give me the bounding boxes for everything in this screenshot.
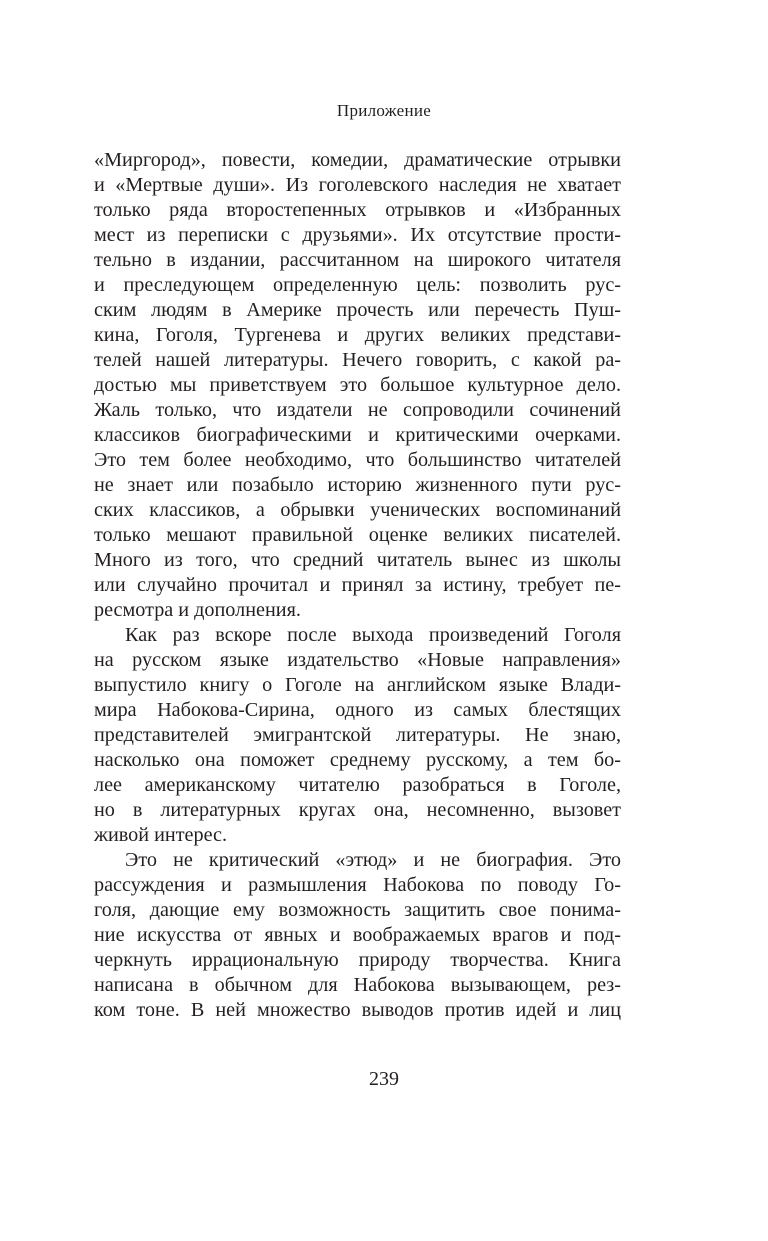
text-line: насколько она поможет среднему русскому, а тем бо- (94, 749, 621, 771)
text-line: выпустило книгу о Гоголе на английском языке Влади- (94, 674, 621, 696)
text-line: мира Набокова-Сирина, одного из самых блестящих (94, 699, 621, 721)
running-title: Приложение (336, 101, 432, 120)
text-line: Как раз вскоре после выхода произведений Гоголя (125, 624, 621, 646)
text-line: ком тоне. В ней множество выводов против идей и лиц (94, 999, 621, 1021)
text-line: и «Мертвые души». Из гоголевского наследия не хватает (94, 174, 621, 196)
text-line: только ряда второстепенных отрывков и «Избранных (94, 199, 621, 221)
text-line: представителей эмигрантской литературы. Не знаю, (94, 724, 621, 746)
text-line: Много из того, что средний читатель вынес из школы (94, 549, 621, 571)
text-line: тельно в издании, рассчитанном на широкого читателя (94, 249, 621, 271)
text-line: лее американскому читателю разобраться в Гоголе, (94, 774, 621, 796)
text-line: ние искусства от явных и воображаемых врагов и под- (94, 924, 621, 946)
text-line: ским людям в Америке прочесть или перечесть Пуш- (94, 299, 621, 321)
text-line: ских классиков, а обрывки ученических воспоминаний (94, 499, 621, 521)
text-line: живой интерес. (94, 824, 228, 846)
text-line: классиков биографическими и критическими очерками. (94, 424, 621, 446)
text-line: рассуждения и размышления Набокова по поводу Го- (94, 874, 621, 896)
text-line: Это тем более необходимо, что большинство читателей (94, 449, 621, 471)
text-line: кина, Гоголя, Тургенева и других великих представи- (94, 324, 621, 346)
page-number: 239 (369, 1068, 399, 1090)
text-line: на русском языке издательство «Новые направления» (94, 649, 621, 671)
text-line: телей нашей литературы. Нечего говорить, с какой ра- (94, 349, 621, 371)
text-line: «Миргород», повести, комедии, драматические отрывки (94, 149, 621, 171)
text-line: Это не критический «этюд» и не биография. Это (125, 849, 621, 871)
text-line: и преследующем определенную цель: позволить рус- (94, 274, 621, 296)
text-line: не знает или позабыло историю жизненного пути рус- (94, 474, 621, 496)
text-line: Жаль только, что издатели не сопроводили сочинений (94, 399, 621, 421)
text-line: ресмотра и дополнения. (94, 599, 301, 621)
text-line: только мешают правильной оценке великих писателей. (94, 524, 621, 546)
text-line: голя, дающие ему возможность защитить свое понима- (94, 899, 621, 921)
body-text (94, 148, 621, 1023)
text-line: написана в обычном для Набокова вызывающем, рез- (94, 974, 621, 996)
text-line: черкнуть иррациональную природу творчества. Книга (94, 949, 621, 971)
text-line: но в литературных кругах она, несомненно, вызовет (94, 799, 621, 821)
text-line: мест из переписки с друзьями». Их отсутствие прости- (94, 224, 621, 246)
text-line: или случайно прочитал и принял за истину, требует пе- (94, 574, 621, 596)
text-line: достью мы приветствуем это большое культурное дело. (94, 374, 621, 396)
